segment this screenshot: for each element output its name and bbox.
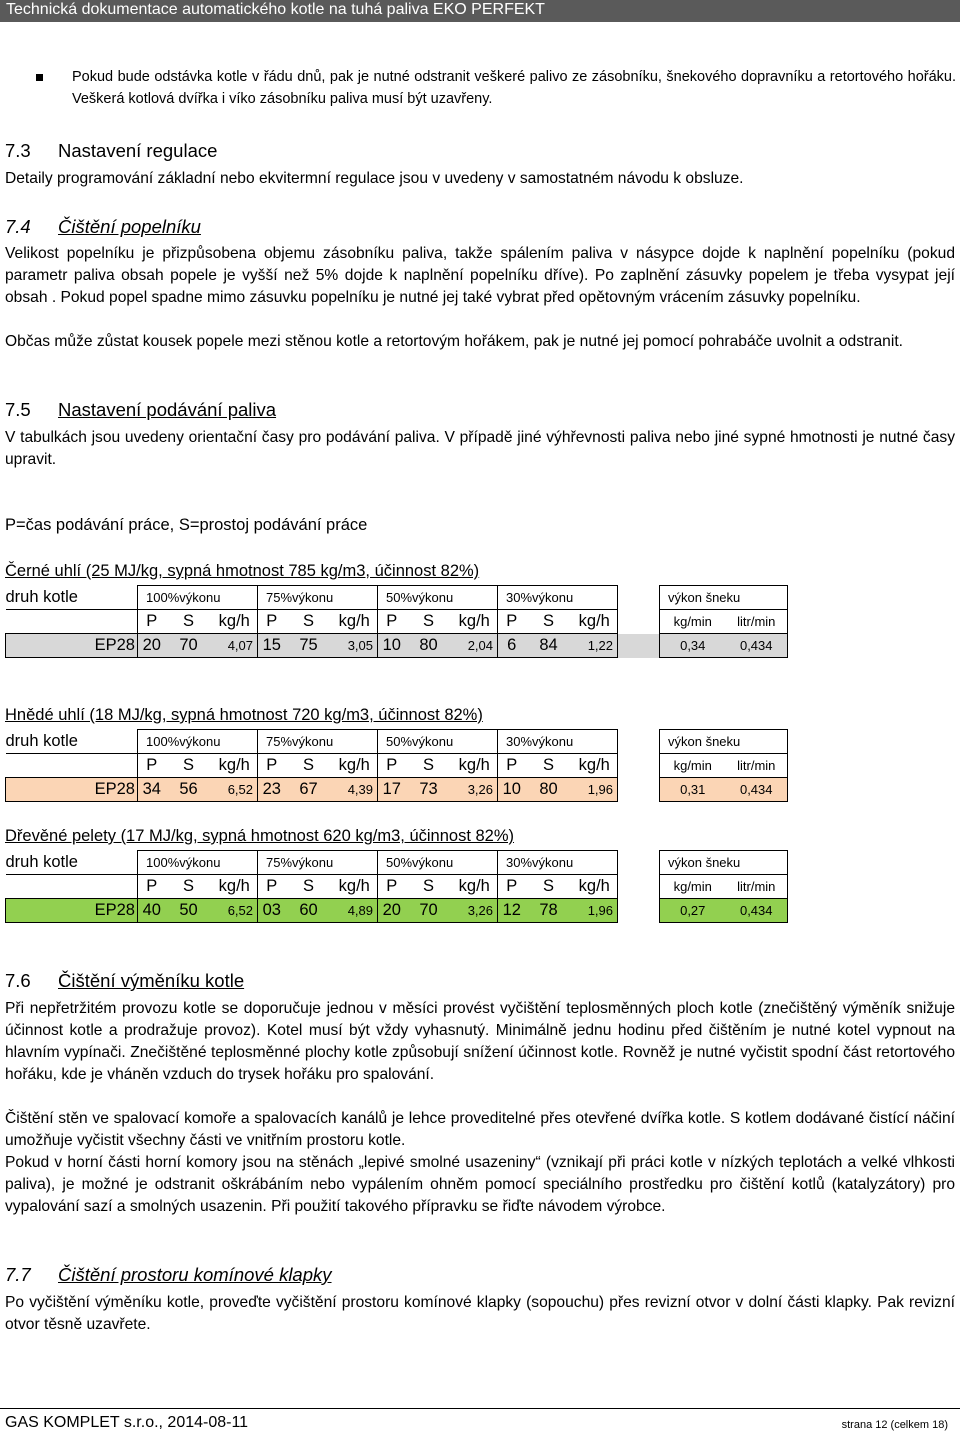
section-number: 7.6 (5, 970, 31, 991)
data-cell: 70 (406, 899, 452, 923)
table-units-row (6, 754, 788, 778)
data-cell: 70 (166, 634, 212, 658)
data-cell: 4,89 (332, 899, 378, 923)
data-cell: 6,52 (212, 899, 258, 923)
screw-kgmin: 0,34 (660, 634, 726, 658)
spacer-cell (618, 899, 660, 923)
data-cell: 1,22 (572, 634, 618, 658)
header-kgh: kg/h (572, 610, 618, 634)
header-p: P (258, 610, 286, 634)
header-litr-min: litr/min (726, 754, 788, 778)
spacer-cell (618, 634, 660, 658)
header-s: S (286, 875, 332, 899)
header-power-level: 100%výkonu (138, 730, 258, 754)
header-power-level: 75%výkonu (258, 851, 378, 875)
legend-text: P=čas podávání práce, S=prostoj podávání práce (5, 516, 368, 534)
data-cell: 84 (526, 634, 572, 658)
spacer-cell (618, 778, 660, 802)
fuel-table (5, 585, 788, 658)
header-kgh: kg/h (452, 875, 498, 899)
data-cell: 03 (258, 899, 286, 923)
data-cell: 23 (258, 778, 286, 802)
header-p: P (498, 875, 526, 899)
data-cell: 40 (138, 899, 166, 923)
header-kgh: kg/h (212, 754, 258, 778)
header-power-level: 50%výkonu (378, 730, 498, 754)
section-7-4-heading (5, 215, 201, 239)
section-title: Čištění prostoru komínové klapky (58, 1264, 332, 1285)
header-kgmin: kg/min (660, 754, 726, 778)
section-7-3-text: Detaily programování základní nebo ekvitermní regulace jsou v uvedeny v samostatném návodu k obsluze. (5, 170, 744, 187)
data-cell: 12 (498, 899, 526, 923)
intro-bullet-text: Pokud bude odstávka kotle v řádu dnů, pak je nutné odstranit veškeré palivo ze zásobníku, šnekového dopravníku a retortového hořáku. Veškerá kotlová dvířka i víko zásobníku paliva musí být uzavřeny. (72, 69, 956, 107)
data-cell: 67 (286, 778, 332, 802)
section-title: Čištění popelníku (58, 216, 201, 237)
header-kgh: kg/h (452, 610, 498, 634)
document-header: Technická dokumentace automatického kotle na tuhá paliva EKO PERFEKT (0, 0, 960, 22)
header-power-level: 50%výkonu (378, 851, 498, 875)
header-power-level: 75%výkonu (258, 586, 378, 610)
header-druh-kotle: druh kotle (5, 587, 78, 606)
section-7-4-text: Velikost popelníku je přizpůsobena objemu zásobníku paliva, takže spálením paliva v násypce dojde k naplnění popelníku (pokud parametr paliva obsah popele je vyšší než 5% dojde k naplnění popelníku dříve). Po zaplnění zásuvky popelem je třeba vysypat její obsah . Pokud popel spadne mimo zásuvku popelníku je nutné jej také vybrat před opětovným vrácením zásuvky popelníku. (5, 245, 955, 306)
header-s: S (526, 610, 572, 634)
empty-cell (6, 754, 138, 778)
header-kgmin: kg/min (660, 875, 726, 899)
data-cell: 73 (406, 778, 452, 802)
section-title: Nastavení regulace (58, 140, 218, 161)
data-cell: 1,96 (572, 778, 618, 802)
header-p: P (258, 754, 286, 778)
row-label: EP28 (6, 899, 138, 923)
spacer-cell (618, 610, 660, 634)
data-cell: 75 (286, 634, 332, 658)
header-druh-kotle: druh kotle (5, 852, 78, 871)
data-cell: 3,05 (332, 634, 378, 658)
data-cell: 56 (166, 778, 212, 802)
data-cell: 80 (406, 634, 452, 658)
spacer-cell (618, 754, 660, 778)
screw-litr-min: 0,434 (726, 778, 788, 802)
header-s: S (526, 875, 572, 899)
fuel-caption-text: Černé uhlí (25 MJ/kg, sypná hmotnost 785 kg/m3, účinnost 82%) (5, 562, 480, 580)
header-p: P (138, 610, 166, 634)
empty-cell (6, 875, 138, 899)
data-cell: 3,26 (452, 778, 498, 802)
section-7-4-text2: Občas může zůstat kousek popele mezi stěnou kotle a retortovým hořákem, pak je nutné jej pomocí pohrabáče uvolnit a odstranit. (5, 333, 903, 350)
header-s: S (406, 754, 452, 778)
fuel-caption-text: Dřevěné pelety (17 MJ/kg, sypná hmotnost 620 kg/m3, účinnost 82%) (5, 827, 515, 845)
row-label: EP28 (6, 634, 138, 658)
spacer-cell (618, 586, 660, 610)
spacer-cell (618, 851, 660, 875)
table-header-row (6, 851, 788, 875)
data-cell: 6 (498, 634, 526, 658)
header-s: S (406, 610, 452, 634)
spacer-cell (618, 730, 660, 754)
data-cell: 78 (526, 899, 572, 923)
data-cell: 10 (378, 634, 406, 658)
header-kgh: kg/h (452, 754, 498, 778)
header-druh-kotle: druh kotle (5, 731, 78, 750)
fuel-table (5, 729, 788, 802)
header-power-level: 30%výkonu (498, 730, 618, 754)
data-cell: 6,52 (212, 778, 258, 802)
header-kgh: kg/h (332, 610, 378, 634)
data-cell: 20 (378, 899, 406, 923)
header-screw-output: výkon šneku (660, 851, 788, 875)
screw-litr-min: 0,434 (726, 899, 788, 923)
section-7-6-text3: Pokud v horní části horní komory jsou na stěnách „lepivé smolné usazeniny“ (vznikají při práci kotle v nízkých teplotách a velké vlhkosti paliva), je možné je odstranit oškrábáním nebo vypálením ohněm pomocí speciálního prostředku pro čištění kotlů (katalyzátory) pro vypalování sazí a smolných usazenin. Při použití takového přípravku se řiďte návodem výrobce. (5, 1154, 955, 1215)
section-7-7-text: Po vyčištění výměníku kotle, proveďte vyčištění prostoru komínové klapky (sopouchu) přes revizní otvor v dolní části klapky. Pak revizní otvor těsně uzavřete. (5, 1294, 955, 1333)
table-row (6, 778, 788, 802)
header-power-level: 75%výkonu (258, 730, 378, 754)
section-7-7-heading (5, 1263, 332, 1287)
section-7-5-heading (5, 398, 276, 422)
table-units-row (6, 610, 788, 634)
table-row (6, 634, 788, 658)
data-cell: 20 (138, 634, 166, 658)
header-kgmin: kg/min (660, 610, 726, 634)
header-power-level: 30%výkonu (498, 586, 618, 610)
table-units-row (6, 875, 788, 899)
section-7-3-heading (5, 139, 217, 163)
header-p: P (258, 875, 286, 899)
data-cell: 50 (166, 899, 212, 923)
empty-cell (6, 610, 138, 634)
section-number: 7.3 (5, 140, 31, 161)
section-title: Nastavení podávání paliva (58, 399, 277, 420)
screw-kgmin: 0,27 (660, 899, 726, 923)
header-screw-output: výkon šneku (660, 586, 788, 610)
fuel-table-caption (5, 825, 514, 847)
data-cell: 4,39 (332, 778, 378, 802)
section-7-6-heading (5, 969, 244, 993)
header-s: S (406, 875, 452, 899)
section-7-5-text: V tabulkách jsou uvedeny orientační časy pro podávání paliva. V případě jiné výhřevnosti paliva nebo jiné sypné hmotnosti je nutné časy upravit. (5, 429, 955, 468)
data-cell: 10 (498, 778, 526, 802)
header-p: P (138, 754, 166, 778)
header-kgh: kg/h (212, 875, 258, 899)
row-label: EP28 (6, 778, 138, 802)
header-screw-output: výkon šneku (660, 730, 788, 754)
screw-kgmin: 0,31 (660, 778, 726, 802)
section-7-6-text2: Čištění stěn ve spalovací komoře a spalovacích kanálů je lehce proveditelné přes otevřené dvířka kotle. S kotlem dodávané čistící náčiní umožňuje vyčistit všechny části ve vnitřním prostoru kotle. (5, 1110, 955, 1149)
footer-divider (0, 1408, 960, 1409)
header-litr-min: litr/min (726, 875, 788, 899)
header-kgh: kg/h (332, 754, 378, 778)
header-s: S (286, 754, 332, 778)
section-number: 7.5 (5, 399, 31, 420)
header-power-level: 30%výkonu (498, 851, 618, 875)
data-cell: 80 (526, 778, 572, 802)
header-s: S (526, 754, 572, 778)
screw-litr-min: 0,434 (726, 634, 788, 658)
header-s: S (166, 754, 212, 778)
header-s: S (166, 875, 212, 899)
header-p: P (378, 610, 406, 634)
header-kgh: kg/h (332, 875, 378, 899)
fuel-table-caption (5, 704, 483, 726)
data-cell: 3,26 (452, 899, 498, 923)
table-row (6, 899, 788, 923)
header-kgh: kg/h (212, 610, 258, 634)
table-header-row (6, 586, 788, 610)
section-number: 7.4 (5, 216, 31, 237)
table-header-row (6, 730, 788, 754)
section-number: 7.7 (5, 1264, 31, 1285)
data-cell: 15 (258, 634, 286, 658)
data-cell: 4,07 (212, 634, 258, 658)
data-cell: 1,96 (572, 899, 618, 923)
header-power-level: 50%výkonu (378, 586, 498, 610)
section-7-6-text: Při nepřetržitém provozu kotle se doporučuje jednou v měsíci provést vyčištění teplosměnných ploch kotle (znečištěný výměník snižuje účinnost kotle a prodražuje provoz). Kotel musí být vždy vyhasnutý. Minimálně jednu hodinu před čištěním je nutné kotel vypnout na hlavním vypínači. Znečištěné teplosměnné plochy kotle způsobují snížení účinnost kotle. Rovněž je nutné vyčistit spodní část retortového hořáku, kde je vháněn vzduch do trysek hořáku pro spalování. (5, 1000, 955, 1083)
header-p: P (498, 754, 526, 778)
header-litr-min: litr/min (726, 610, 788, 634)
footer-page-number: strana 12 (celkem 18) (841, 1419, 948, 1431)
header-kgh: kg/h (572, 875, 618, 899)
bullet-marker (36, 74, 43, 81)
fuel-table (5, 850, 788, 923)
header-s: S (286, 610, 332, 634)
header-s: S (166, 610, 212, 634)
spacer-cell (618, 875, 660, 899)
footer-company: GAS KOMPLET s.r.o., 2014-08-11 (5, 1414, 249, 1431)
fuel-caption-text: Hnědé uhlí (18 MJ/kg, sypná hmotnost 720 kg/m3, účinnost 82%) (5, 706, 483, 724)
data-cell: 2,04 (452, 634, 498, 658)
header-p: P (378, 754, 406, 778)
fuel-table-caption (5, 560, 479, 582)
header-power-level: 100%výkonu (138, 851, 258, 875)
data-cell: 17 (378, 778, 406, 802)
header-power-level: 100%výkonu (138, 586, 258, 610)
header-p: P (138, 875, 166, 899)
data-cell: 60 (286, 899, 332, 923)
header-p: P (378, 875, 406, 899)
section-title: Čištění výměníku kotle (58, 970, 245, 991)
data-cell: 34 (138, 778, 166, 802)
header-kgh: kg/h (572, 754, 618, 778)
header-p: P (498, 610, 526, 634)
